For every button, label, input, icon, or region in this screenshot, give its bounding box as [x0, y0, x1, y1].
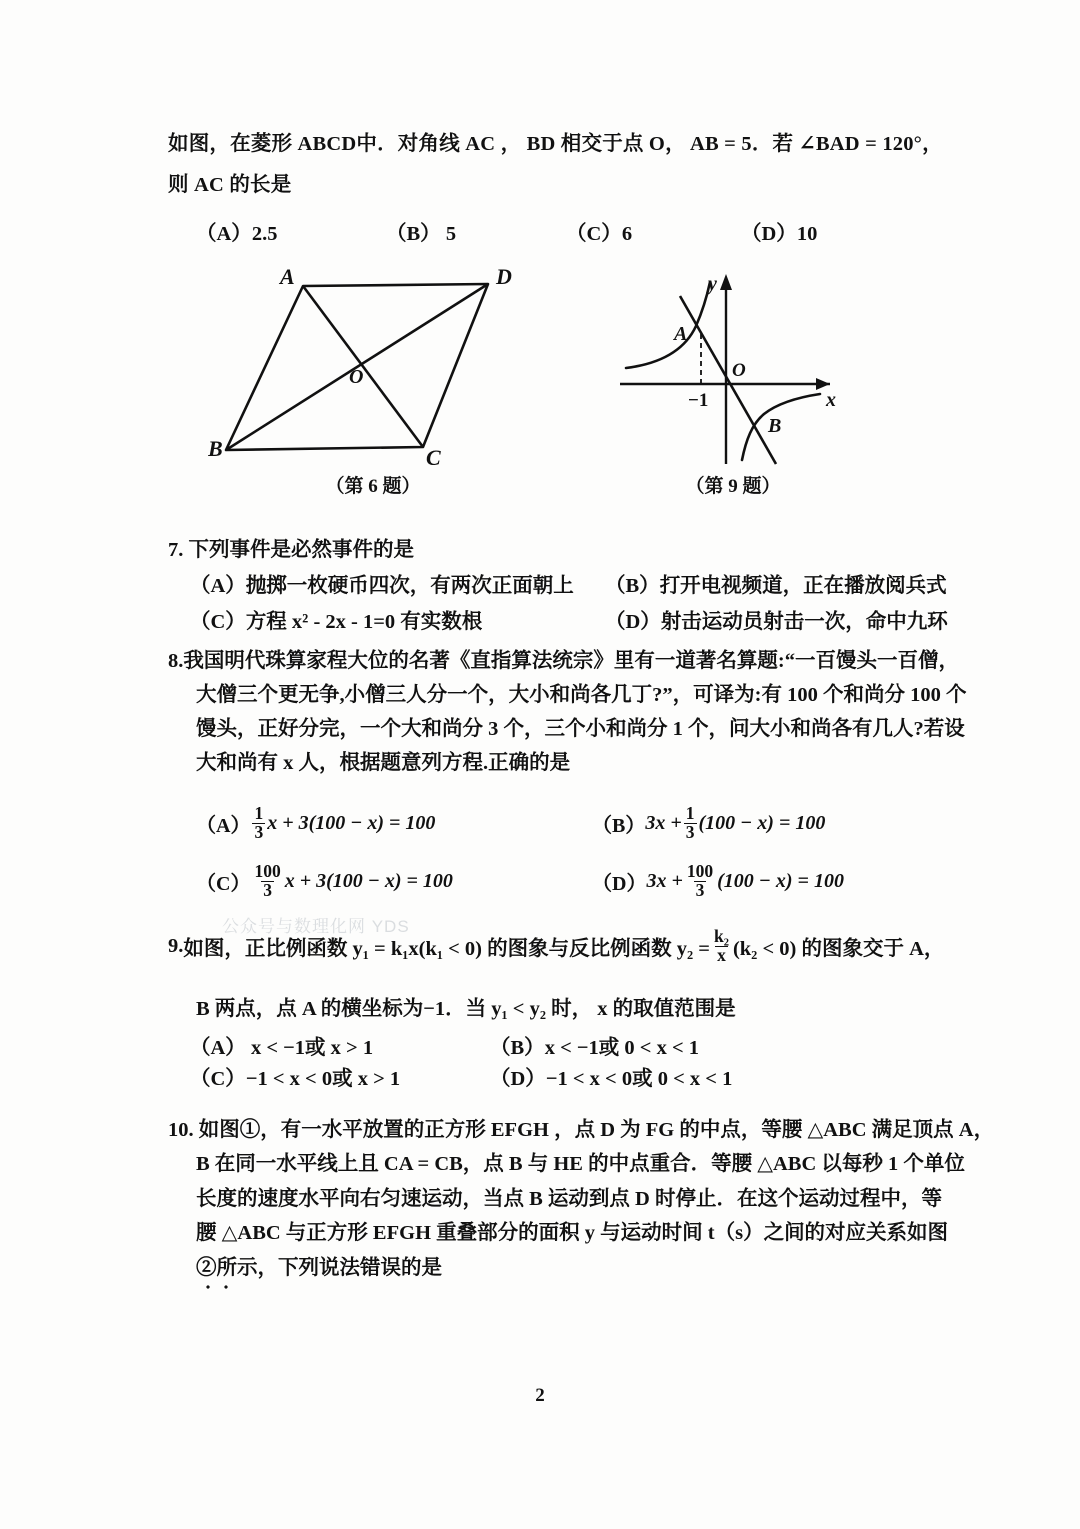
option-d-lead: 3x + [646, 869, 683, 892]
option-a-label: （A） [196, 223, 252, 245]
option-a-tail: x + 3(100 − x) = 100 [267, 811, 436, 834]
option-d[interactable] [490, 1064, 732, 1095]
question-9-stem-post: (k₂ < 0) 的图象交于 A， [732, 938, 945, 961]
page-watermark: 公众号与数理化网 YDS [222, 917, 410, 936]
vertex-label-c: C [426, 445, 441, 469]
option-d-fraction [685, 860, 715, 900]
option-d-tail: (100 − x) = 100 [717, 869, 844, 892]
question-8-stem [168, 644, 988, 780]
option-d-label: （D） [741, 223, 797, 245]
option-b-text: 5 [445, 223, 457, 245]
question-7 [168, 532, 988, 634]
option-c[interactable] [190, 604, 605, 634]
option-b-lead: 3x + [645, 811, 682, 834]
option-a-text: 2.5 [251, 223, 278, 245]
fraction-denominator: 3 [254, 821, 264, 842]
option-c-tail: x + 3(100 − x) = 100 [284, 869, 453, 892]
point-label-b: B [768, 415, 782, 437]
question-9 [168, 928, 988, 1095]
option-d-label: （D） [605, 611, 661, 633]
option-a-label: （A） [190, 1036, 246, 1059]
option-a[interactable] [190, 1033, 490, 1064]
question-8-stem-line-1 [168, 644, 988, 678]
option-a[interactable] [190, 568, 605, 598]
option-c-text: 方程 x² - 2x - 1=0 有实数根 [245, 611, 483, 633]
question-9-fraction [712, 928, 731, 965]
option-d-text: −1 < x < 0或 0 < x < 1 [545, 1067, 733, 1090]
option-d-label: （D） [592, 872, 647, 895]
question-10-line-1 [168, 1113, 995, 1148]
question-9-stem-pre: 如图，正比例函数 y₁ = k₁x(k₁ < 0) 的图象与反比例函数 y₂ = [183, 938, 710, 961]
option-a-fraction [252, 802, 265, 842]
option-a-text: 抛掷一枚硬币四次，有两次正面朝上 [245, 575, 574, 597]
question-8-line-1-text: 我国明代珠算家程大位的名著《直指算法统宗》里有一道著名算题:“一百馒头一百僧， [183, 650, 959, 672]
hyperbola-diagram [608, 264, 858, 469]
question-9-options-row-2 [190, 1064, 988, 1095]
figure-question-6 [208, 264, 538, 498]
rhombus-diagram [208, 264, 538, 469]
fraction-numerator: 100 [686, 860, 714, 881]
page-content [168, 128, 995, 1285]
option-c-label: （C） [196, 872, 251, 895]
option-b-text: x < −1或 0 < x < 1 [544, 1036, 700, 1059]
question-8-stem-line-3: 馒头，正好分完，一个大和尚分 3 个，三个小和尚分 1 个，问大小和尚各有几人?若设 [196, 718, 965, 740]
question-6 [168, 128, 988, 246]
question-9-number: 9. [168, 934, 184, 957]
option-b-label: （B） [386, 223, 441, 245]
question-9-options-row-1 [190, 1033, 988, 1064]
vertex-label-o: O [349, 366, 364, 388]
question-6-stem-line1: 如图，在菱形 ABCD中．对角线 AC ， BD 相交于点 O， AB = 5．若 ∠BAD = 120°， [168, 133, 943, 155]
option-b[interactable] [592, 802, 988, 842]
fraction-denominator: 3 [685, 821, 695, 842]
option-a[interactable] [196, 802, 592, 842]
question-9-stem-line-2: B 两点，点 A 的横坐标为−1．当 y₁ < y₂ 时， x 的取值范围是 [196, 997, 736, 1020]
option-a-label: （A） [196, 814, 251, 837]
figure-9-caption: （第 9 题） [685, 476, 781, 497]
option-d[interactable] [741, 216, 817, 246]
question-8-number: 8. [168, 650, 184, 672]
page-number: 2 [535, 1385, 545, 1406]
question-10-line-4: 腰 △ABC 与正方形 EFGH 重叠部分的面积 y 与运动时间 t（s）之间的对应关系如图 [196, 1222, 949, 1245]
x-axis-label: x [826, 389, 836, 411]
option-c-label: （C） [190, 1067, 246, 1090]
option-b-label: （B） [605, 575, 660, 597]
question-8-options [196, 794, 988, 910]
option-d[interactable] [592, 860, 988, 900]
question-9-stem-line-1 [168, 928, 988, 965]
vertex-label-d: D [496, 264, 512, 289]
option-c[interactable] [196, 860, 592, 900]
option-b-fraction [684, 802, 697, 842]
question-8-options-row-2 [196, 852, 988, 910]
question-10-line-5: ②所示，下列说法错误的是 [196, 1251, 988, 1286]
fraction-numerator: k₂ [713, 926, 729, 946]
option-b[interactable] [490, 1033, 699, 1064]
figures-row [168, 264, 988, 516]
option-c-label: （C） [566, 223, 622, 245]
vertex-label-a: A [280, 264, 295, 289]
origin-label: O [732, 360, 746, 381]
option-d-text: 10 [796, 223, 818, 245]
fraction-numerator: 100 [254, 860, 281, 881]
option-b-label: （B） [592, 814, 646, 837]
option-c-fraction [252, 860, 282, 900]
fraction-denominator: x [717, 944, 726, 965]
fraction-denominator: 3 [695, 879, 705, 900]
question-9-options [190, 1033, 988, 1095]
question-7-options-row-2 [190, 604, 988, 634]
option-b-text: 打开电视频道，正在播放阅兵式 [659, 575, 947, 597]
option-d[interactable] [605, 604, 948, 634]
option-c-label: （C） [190, 611, 246, 633]
option-c[interactable] [566, 216, 741, 246]
option-a[interactable] [196, 216, 386, 246]
question-10-line-1-text: 如图①，有一水平放置的正方形 EFGH ，点 D 为 FG 的中点，等腰 △ABC 满足顶点 A， [198, 1118, 995, 1141]
fraction-numerator: 1 [685, 802, 695, 823]
question-10-number: 10. [168, 1118, 194, 1141]
option-c-text: −1 < x < 0或 x > 1 [245, 1067, 401, 1090]
tick-label-minus-one: −1 [688, 390, 709, 411]
option-b[interactable] [386, 216, 566, 246]
option-d-text: 射击运动员射击一次，命中九环 [660, 611, 948, 633]
vertex-label-b: B [208, 436, 223, 461]
question-7-stem-text: 下列事件是必然事件的是 [188, 539, 414, 561]
y-axis-label: y [708, 273, 717, 295]
option-c-text: 6 [621, 223, 633, 245]
question-7-stem [168, 532, 988, 562]
question-8-stem-line-4: 大和尚有 x 人，根据题意列方程.正确的是 [196, 752, 571, 774]
question-8-options-row-1 [196, 794, 988, 852]
figure-6-caption: （第 6 题） [325, 476, 421, 497]
question-8 [168, 644, 988, 910]
question-6-stem-line2: 则 AC 的长是 [168, 174, 292, 196]
question-7-number: 7. [168, 539, 184, 561]
question-7-options-row-1 [190, 568, 988, 598]
point-label-a: A [674, 323, 688, 345]
option-b-label: （B） [490, 1036, 545, 1059]
option-a-text: x < −1或 x > 1 [250, 1036, 374, 1059]
question-10-line-3: 长度的速度水平向右匀速运动，当点 B 运动到点 D 时停止．在这个运动过程中，等 [196, 1187, 942, 1210]
question-10-line-2: B 在同一水平线上且 CA = CB，点 B 与 HE 的中点重合．等腰 △ABC 以每秒 1 个单位 [196, 1153, 965, 1176]
option-c[interactable] [190, 1064, 490, 1095]
option-a-label: （A） [190, 575, 246, 597]
question-6-options [196, 216, 988, 246]
question-8-stem-line-2: 大僧三个更无争,小僧三人分一个，大小和尚各几丁?”，可译为:有 100 个和尚分 100 个 [196, 684, 967, 706]
fraction-denominator: 3 [263, 879, 272, 900]
question-10 [168, 1113, 995, 1286]
option-d-label: （D） [490, 1067, 546, 1090]
option-b[interactable] [605, 568, 947, 598]
option-b-tail: (100 − x) = 100 [698, 811, 826, 834]
figure-question-9 [608, 264, 858, 498]
fraction-numerator: 1 [254, 802, 264, 823]
